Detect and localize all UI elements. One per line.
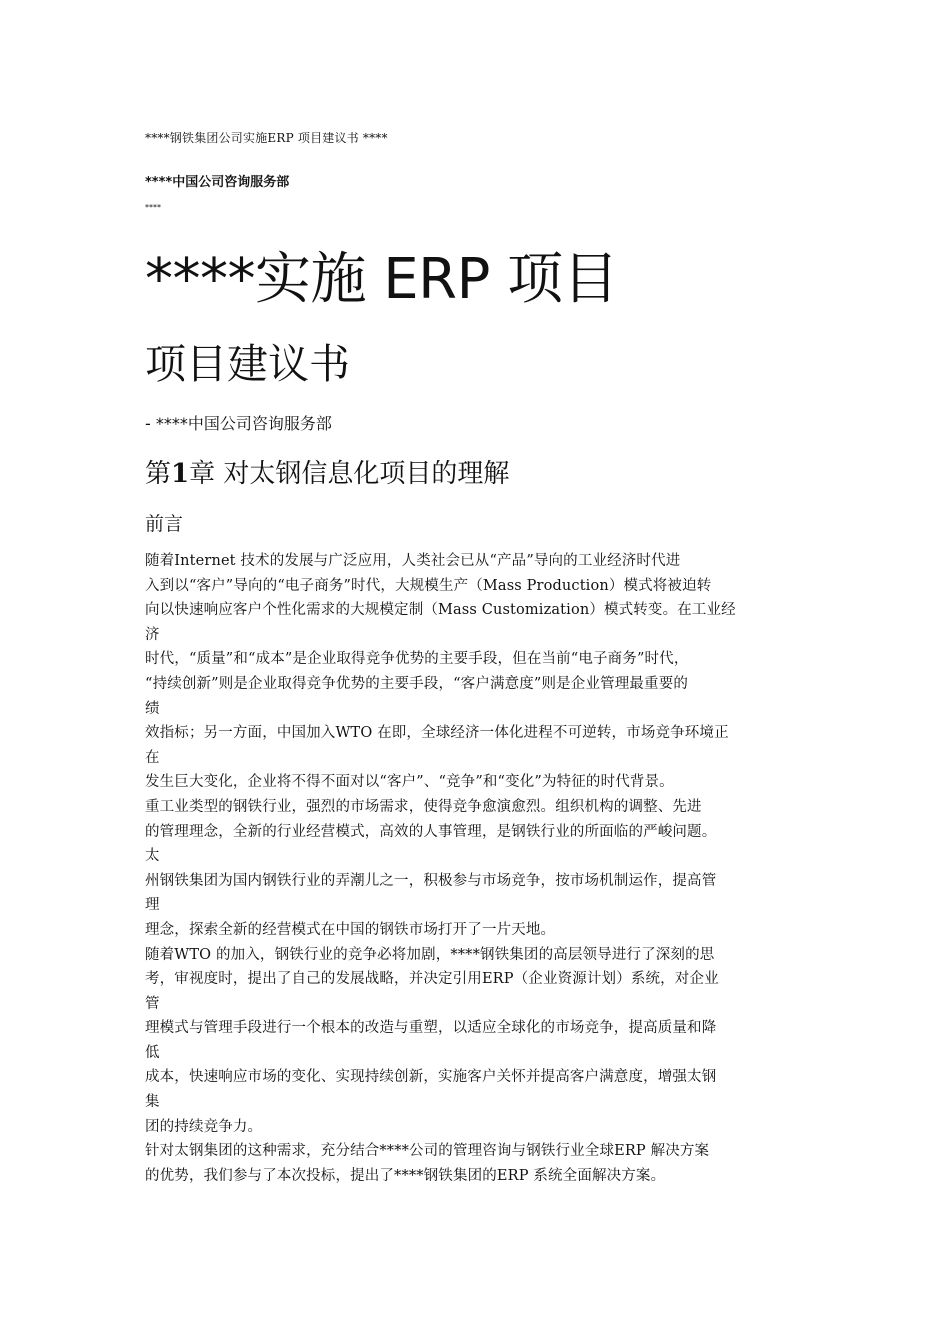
body-line: 随着WTO 的加入，钢铁行业的竞争必将加剧，****钢铁集团的高层领导进行了深刻的思: [145, 946, 715, 963]
body-line: 在: [145, 749, 160, 766]
body-line: 集: [145, 1094, 160, 1111]
body-line: 效指标；另一方面，中国加入WTO 在即，全球经济一体化进程不可逆转，市场竞争环境正: [145, 725, 729, 742]
body-line: 时代，“质量”和“成本”是企业取得竞争优势的主要手段，但在当前“电子商务”时代，: [145, 651, 689, 668]
body-line: 低: [145, 1044, 160, 1061]
body-line: 理: [145, 897, 160, 914]
body-line: 的管理理念，全新的行业经营模式，高效的人事管理，是钢铁行业的所面临的严峻问题。: [145, 823, 717, 840]
body-line: 向以快速响应客户个性化需求的大规模定制（Mass Customization）模式转变。在工业经: [145, 602, 736, 619]
body-line: 的优势，我们参与了本次投标，提出了****钢铁集团的ERP 系统全面解决方案。: [145, 1167, 666, 1184]
body-line: “持续创新”则是企业取得竞争优势的主要手段，“客户满意度”则是企业管理最重要的: [145, 675, 688, 692]
document-title: ****实施 ERP 项目: [145, 247, 619, 312]
body-line: 理模式与管理手段进行一个根本的改造与重塑，以适应全球化的市场竞争，提高质量和降: [145, 1020, 717, 1037]
running-header: ****钢铁集团公司实施ERP 项目建议书 ****: [145, 131, 388, 145]
chapter-number: 1: [171, 459, 190, 489]
body-line: 州钢铁集团为国内钢铁行业的弄潮儿之一，积极参与市场竞争，按市场机制运作，提高管: [145, 872, 717, 889]
body-line: 济: [145, 626, 160, 643]
body-line: 理念，探索全新的经营模式在中国的钢铁市场打开了一片天地。: [145, 921, 556, 938]
author-line: - ****中国公司咨询服务部: [145, 414, 332, 433]
chapter-heading: [145, 456, 509, 492]
body-line: 绩: [145, 700, 160, 717]
chapter-prefix: 第: [145, 459, 172, 489]
body-line: 太: [145, 848, 160, 865]
body-line: 考，审视度时，提出了自己的发展战略，并决定引用ERP（企业资源计划）系统，对企业: [145, 971, 719, 988]
body-line: 入到以“客户”导向的“电子商务”时代，大规模生产（Mass Production）模式将被迫转: [145, 577, 712, 594]
company-name: ****中国公司咨询服务部: [145, 175, 290, 190]
body-text: [145, 549, 815, 1188]
chapter-title: 章 对太钢信息化项目的理解: [189, 459, 510, 489]
body-line: 管: [145, 995, 160, 1012]
section-heading: 前言: [145, 513, 184, 535]
body-line: 随着Internet 技术的发展与广泛应用，人类社会已从“产品”导向的工业经济时代进: [145, 553, 681, 569]
document-subtitle: 项目建议书: [145, 340, 350, 388]
body-line: 成本，快速响应市场的变化、实现持续创新，实施客户关怀并提高客户满意度，增强太钢: [145, 1069, 717, 1086]
small-mark: ****: [145, 203, 161, 212]
body-line: 团的持续竞争力。: [145, 1118, 263, 1135]
body-line: 重工业类型的钢铁行业，强烈的市场需求，使得竞争愈演愈烈。组织机构的调整、先进: [145, 798, 702, 815]
body-line: 针对太钢集团的这种需求，充分结合****公司的管理咨询与钢铁行业全球ERP 解决方案: [145, 1143, 710, 1160]
body-line: 发生巨大变化，企业将不得不面对以“客户”、“竞争”和“变化”为特征的时代背景。: [145, 774, 674, 791]
